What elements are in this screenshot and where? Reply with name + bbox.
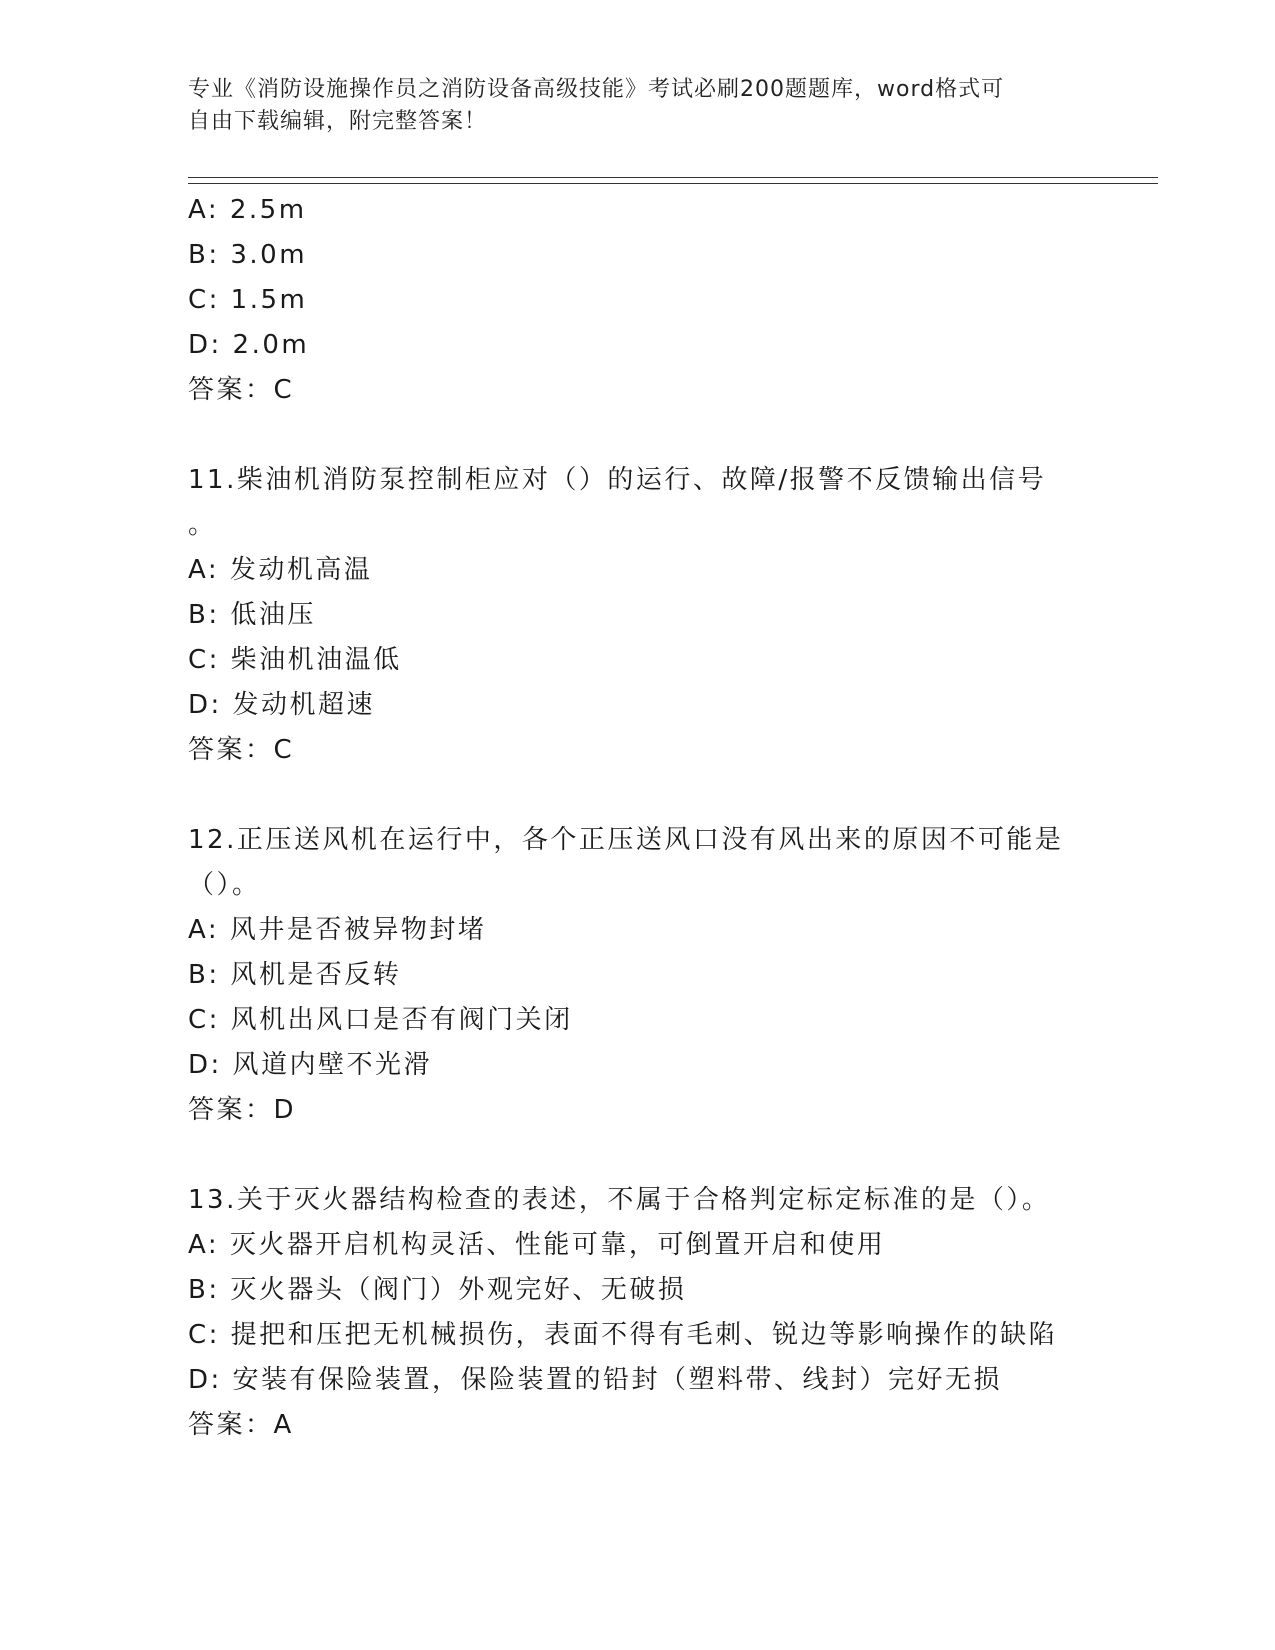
q13-answer: 答案：A — [188, 1410, 294, 1440]
q11-option-c: C: 柴油机油温低 — [188, 645, 402, 675]
q11-question-line-1: 11.柴油机消防泵控制柜应对（）的运行、故障/报警不反馈输出信号 — [188, 465, 1047, 495]
header-line-1: 专业《消防设施操作员之消防设备高级技能》考试必刷200题题库，word格式可 — [188, 77, 1005, 102]
q12-option-c: C: 风机出风口是否有阀门关闭 — [188, 1005, 573, 1035]
q11-question-line-2: 。 — [188, 510, 217, 540]
q11-option-a: A: 发动机高温 — [188, 555, 373, 585]
q13-option-b: B: 灭火器头（阀门）外观完好、无破损 — [188, 1275, 687, 1305]
document-header — [188, 74, 1078, 138]
q11-option-d: D: 发动机超速 — [188, 690, 376, 720]
q10-answer: 答案：C — [188, 375, 295, 405]
q10-option-d: D: 2.0m — [188, 330, 310, 360]
q11-answer: 答案：C — [188, 735, 295, 765]
header-line-2: 自由下载编辑，附完整答案！ — [188, 109, 488, 134]
q12-answer: 答案：D — [188, 1095, 297, 1125]
header-divider-top — [188, 177, 1158, 178]
q13-option-d: D: 安装有保险装置，保险装置的铅封（塑料带、线封）完好无损 — [188, 1365, 1003, 1395]
q10-option-c: C: 1.5m — [188, 285, 308, 315]
q13-option-c: C: 提把和压把无机械损伤，表面不得有毛刺、锐边等影响操作的缺陷 — [188, 1320, 1058, 1350]
header-divider-bottom — [188, 183, 1158, 184]
q13-question-line-1: 13.关于灭火器结构检查的表述，不属于合格判定标定标准的是（）。 — [188, 1185, 1051, 1215]
q13-option-a: A: 灭火器开启机构灵活、性能可靠，可倒置开启和使用 — [188, 1230, 886, 1260]
q12-question-line-1: 12.正压送风机在运行中，各个正压送风口没有风出来的原因不可能是 — [188, 825, 1064, 855]
q11-option-b: B: 低油压 — [188, 600, 316, 630]
q10-option-a: A: 2.5m — [188, 195, 307, 225]
q10-option-b: B: 3.0m — [188, 240, 308, 270]
q12-question-line-2: （）。 — [188, 870, 261, 900]
q12-option-d: D: 风道内壁不光滑 — [188, 1050, 433, 1080]
q12-option-a: A: 风井是否被异物封堵 — [188, 915, 487, 945]
q12-option-b: B: 风机是否反转 — [188, 960, 402, 990]
